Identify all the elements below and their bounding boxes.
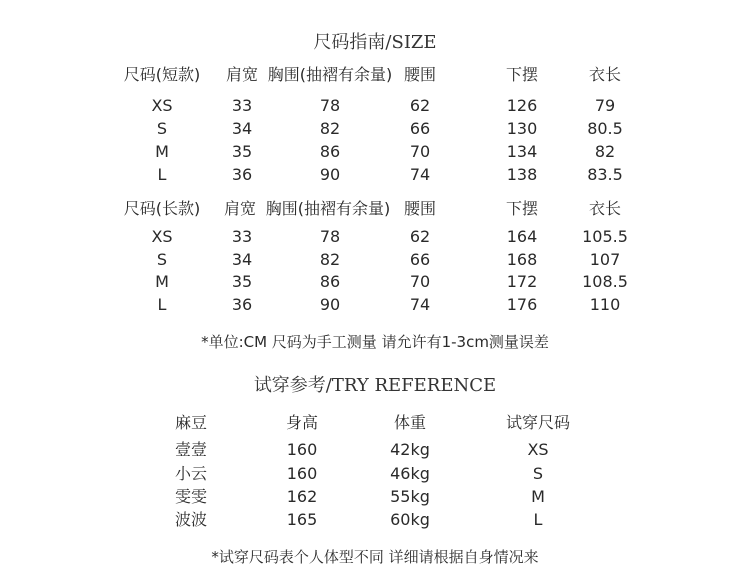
- table-cell: 130: [506, 119, 538, 138]
- table-cell: 雯雯: [175, 487, 208, 506]
- table-row: [0, 164, 750, 186]
- table-cell: 176: [506, 295, 538, 314]
- table-cell: L: [533, 510, 543, 529]
- table-cell: 36: [231, 295, 253, 314]
- table-row: [0, 249, 750, 271]
- table-row: [0, 486, 750, 508]
- table-cell: 33: [231, 96, 253, 115]
- table-row: [0, 463, 750, 485]
- column-header: 体重: [393, 413, 426, 432]
- table-cell: 80.5: [587, 119, 623, 138]
- reference-note: *试穿尺码表个人体型不同 详细请根据自身情况来: [211, 548, 539, 566]
- table-header-row: [0, 64, 750, 86]
- table-cell: 160: [286, 464, 318, 483]
- table-cell: 86: [319, 272, 341, 291]
- table-cell: L: [157, 295, 167, 314]
- table-cell: 90: [319, 295, 341, 314]
- table-cell: 168: [506, 250, 538, 269]
- table-cell: 160: [286, 440, 318, 459]
- column-header: 衣长: [588, 65, 621, 84]
- table-cell: 小云: [175, 464, 208, 483]
- table-cell: 62: [409, 96, 431, 115]
- table-cell: 134: [506, 142, 538, 161]
- column-header: 麻豆: [175, 413, 208, 432]
- column-header: 下摆: [505, 65, 538, 84]
- table-cell: M: [531, 487, 545, 506]
- table-cell: 74: [409, 295, 431, 314]
- column-header: 腰围: [403, 199, 436, 218]
- column-header: 衣长: [588, 199, 621, 218]
- table-row: [0, 226, 750, 248]
- table-cell: 33: [231, 227, 253, 246]
- table-cell: 82: [594, 142, 616, 161]
- size-note: *单位:CM 尺码为手工测量 请允许有1-3cm测量误差: [201, 333, 549, 351]
- table-cell: 壹壹: [175, 440, 208, 459]
- table-cell: 60kg: [390, 510, 430, 529]
- table-cell: 172: [506, 272, 538, 291]
- try-reference-title: 试穿参考/TRY REFERENCE: [253, 375, 497, 396]
- table-cell: M: [155, 142, 169, 161]
- table-cell: M: [155, 272, 169, 291]
- table-cell: 162: [286, 487, 318, 506]
- column-header: 胸围(抽褶有余量): [267, 65, 393, 84]
- table-cell: 62: [409, 227, 431, 246]
- table-cell: S: [532, 464, 544, 483]
- column-header: 肩宽: [225, 65, 258, 84]
- column-header: 下摆: [505, 199, 538, 218]
- table-cell: 66: [409, 250, 431, 269]
- table-cell: 107: [589, 250, 621, 269]
- column-header: 试穿尺码: [505, 413, 570, 432]
- table-cell: S: [156, 119, 168, 138]
- column-header: 身高: [285, 413, 318, 432]
- table-row: [0, 141, 750, 163]
- table-cell: 90: [319, 165, 341, 184]
- table-cell: XS: [527, 440, 549, 459]
- table-row: [0, 118, 750, 140]
- table-cell: 165: [286, 510, 318, 529]
- table-cell: 79: [594, 96, 616, 115]
- table-cell: 126: [506, 96, 538, 115]
- table-cell: 36: [231, 165, 253, 184]
- table-cell: 108.5: [582, 272, 628, 291]
- table-cell: 34: [231, 250, 253, 269]
- column-header: 尺码(长款): [123, 199, 201, 218]
- table-cell: 78: [319, 96, 341, 115]
- column-header: 腰围: [403, 65, 436, 84]
- table-cell: L: [157, 165, 167, 184]
- table-cell: 138: [506, 165, 538, 184]
- table-header-row: [0, 412, 750, 434]
- table-cell: XS: [151, 227, 173, 246]
- table-cell: 66: [409, 119, 431, 138]
- table-row: [0, 95, 750, 117]
- table-row: [0, 294, 750, 316]
- table-row: [0, 439, 750, 461]
- table-cell: 46kg: [390, 464, 430, 483]
- table-cell: 35: [231, 142, 253, 161]
- table-cell: 70: [409, 142, 431, 161]
- table-row: [0, 509, 750, 531]
- column-header: 尺码(短款): [123, 65, 201, 84]
- column-header: 肩宽: [223, 199, 256, 218]
- table-cell: S: [156, 250, 168, 269]
- table-cell: 82: [319, 250, 341, 269]
- table-cell: 35: [231, 272, 253, 291]
- table-cell: 74: [409, 165, 431, 184]
- table-cell: 42kg: [390, 440, 430, 459]
- table-cell: 82: [319, 119, 341, 138]
- table-cell: 83.5: [587, 165, 623, 184]
- table-cell: 34: [231, 119, 253, 138]
- column-header: 胸围(抽褶有余量): [265, 199, 391, 218]
- table-cell: 86: [319, 142, 341, 161]
- table-cell: 164: [506, 227, 538, 246]
- table-cell: 55kg: [390, 487, 430, 506]
- size-guide-title: 尺码指南/SIZE: [313, 32, 437, 53]
- table-cell: 110: [589, 295, 621, 314]
- table-cell: 78: [319, 227, 341, 246]
- table-header-row: [0, 198, 750, 220]
- table-cell: 波波: [175, 510, 208, 529]
- table-cell: 70: [409, 272, 431, 291]
- table-cell: XS: [151, 96, 173, 115]
- table-row: [0, 271, 750, 293]
- table-cell: 105.5: [582, 227, 628, 246]
